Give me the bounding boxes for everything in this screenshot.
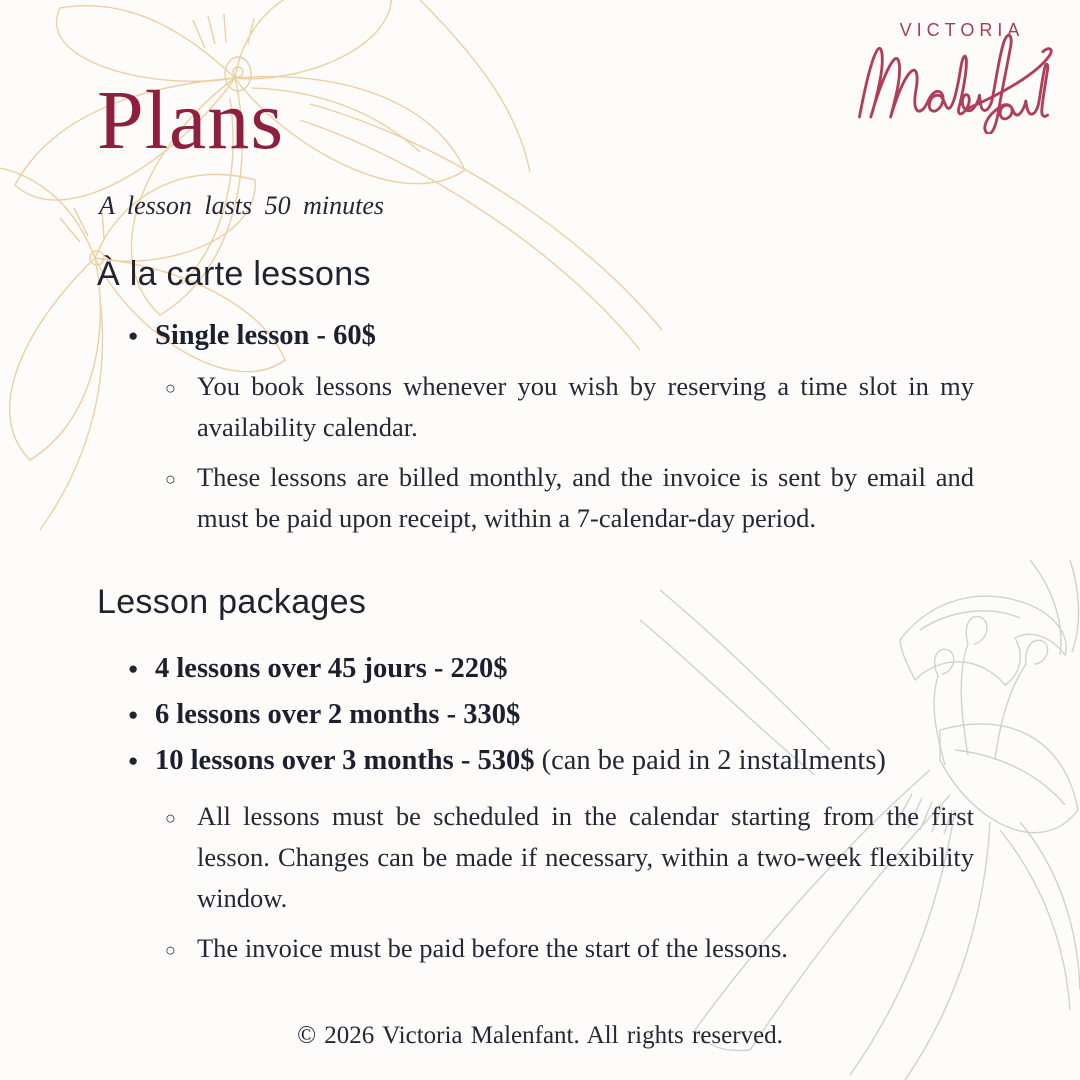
plan-title: 10 lessons over 3 months - 530$ [155, 744, 535, 776]
detail-item: ○ You book lessons whenever you wish by reserving a time slot in my availability calendar. [97, 366, 974, 448]
detail-item: ○ All lessons must be scheduled in the calendar starting from the first lesson. Changes can be made if necessary, within a two-week flexibility window. [97, 796, 974, 919]
plan-title: 4 lessons over 45 jours - 220$ [155, 652, 508, 684]
plan-title: 6 lessons over 2 months - 330$ [155, 698, 521, 730]
list-item-6-lessons [97, 692, 974, 738]
packages-list [97, 646, 974, 784]
page-subtitle: A lesson lasts 50 minutes [99, 190, 384, 220]
section-heading-packages: Lesson packages [97, 582, 367, 621]
detail-item: ○ The invoice must be paid before the start of the lessons. [97, 928, 974, 969]
page-title: Plans [97, 74, 285, 167]
plan-title: Single lesson - 60$ [155, 319, 376, 351]
brand-signature-malenfant [850, 30, 1058, 134]
brand-logo [848, 20, 1064, 132]
list-item-10-lessons [97, 738, 974, 784]
single-lesson-details [97, 366, 974, 539]
a-la-carte-list [97, 316, 974, 356]
list-item-single-lesson [97, 316, 974, 356]
copyright-notice: © 2026 Victoria Malenfant. All rights reserved. [297, 1022, 783, 1049]
brand-name: VICTORIA [899, 20, 1025, 40]
detail-item: ○ These lessons are billed monthly, and the invoice is sent by email and must be paid upon receipt, within a 7-calendar-day period. [97, 457, 974, 539]
list-item-4-lessons [97, 646, 974, 692]
packages-details [97, 796, 974, 969]
content [97, 76, 974, 978]
section-heading-a-la-carte: À la carte lessons [97, 254, 371, 293]
plan-title-note: (can be paid in 2 installments) [534, 744, 886, 776]
